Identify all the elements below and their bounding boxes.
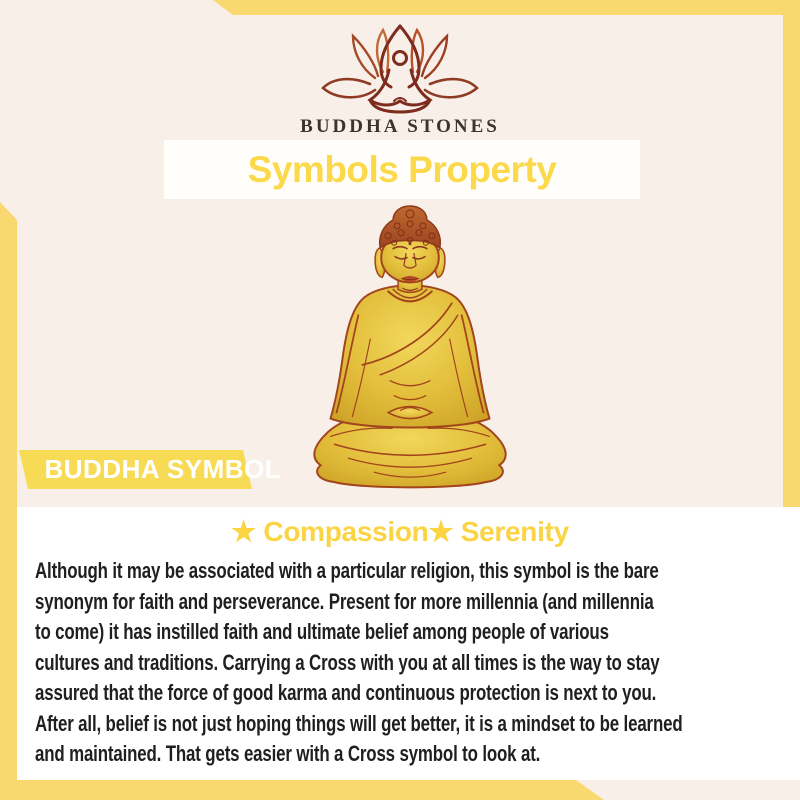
- paragraph-line: assured that the force of good karma and continuous protection is next to you.: [35, 680, 657, 705]
- paragraph-line: to come) it has instilled faith and ultimate belief among people of various: [35, 619, 609, 644]
- page-title: Symbols Property: [247, 148, 557, 190]
- left-yellow-strip: [0, 202, 17, 800]
- traits-heading: ★ Compassion★ Serenity: [231, 516, 569, 547]
- paragraph-line: cultures and traditions. Carrying a Cross with you at all times is the way to stay: [35, 649, 660, 675]
- bottom-yellow-band: [0, 780, 604, 800]
- paragraph-line: After all, belief is not just hoping things will get better, it is a mindset to be learned: [35, 710, 683, 736]
- brand-name: BUDDHA STONES: [300, 116, 500, 137]
- buddha-illustration: [300, 200, 520, 498]
- symbol-label: BUDDHA SYMBOL: [44, 454, 282, 484]
- description-paragraph: [35, 556, 772, 770]
- paragraph-line: and maintained. That gets easier with a Cross symbol to look at.: [35, 741, 541, 766]
- paragraph-line: synonym for faith and perseverance. Present for more millennia (and millennia: [35, 588, 654, 614]
- paragraph-line: Although it may be associated with a particular religion, this symbol is the bare: [35, 558, 659, 583]
- lotus-logo-icon: [315, 22, 485, 118]
- title-banner: [164, 140, 640, 199]
- symbol-label-banner: [19, 450, 282, 489]
- top-yellow-band: [0, 0, 800, 15]
